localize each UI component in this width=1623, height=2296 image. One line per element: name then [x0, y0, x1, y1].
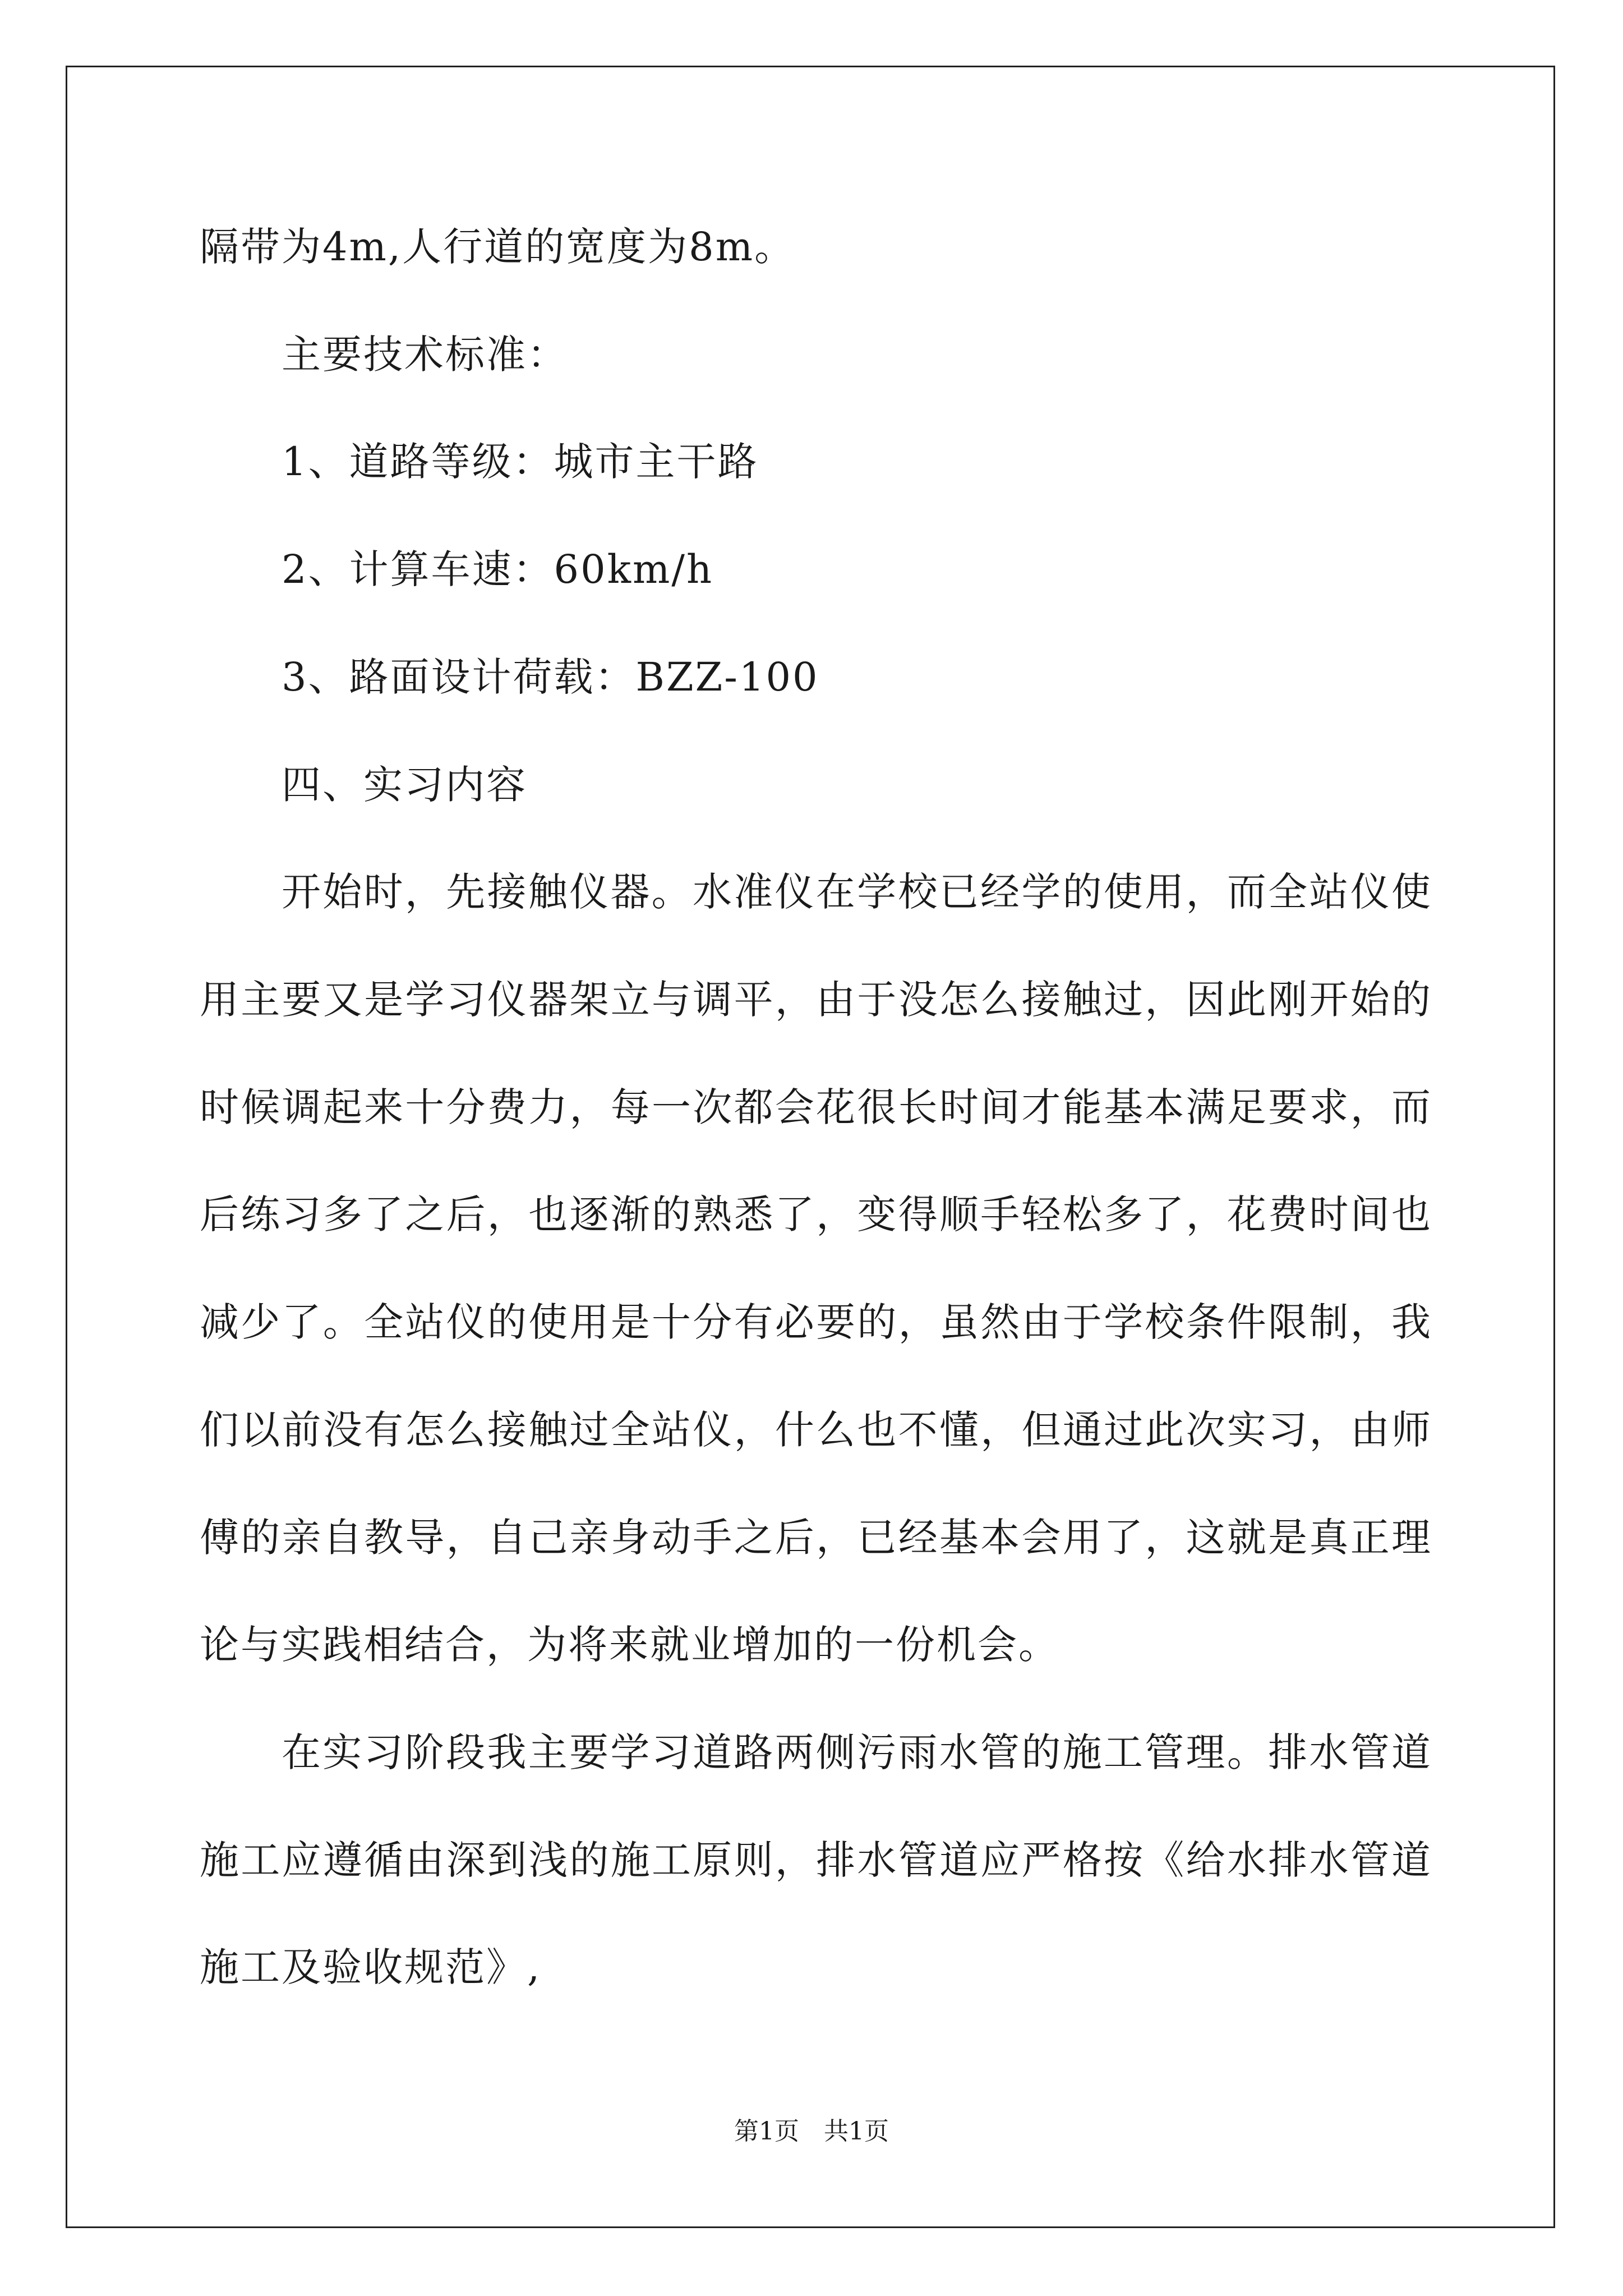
text-line: 傅的亲自教导，自己亲身动手之后，已经基本会用了，这就是真正理: [200, 1515, 1432, 1561]
page-footer: 第1页 共1页: [734, 2117, 889, 2146]
text-line: 用主要又是学习仪器架立与调平，由于没怎么接触过，因此刚开始的: [200, 977, 1432, 1023]
text-line: 1、道路等级：城市主干路: [282, 439, 759, 485]
section-heading: 四、实习内容: [282, 762, 527, 808]
text-line: 3、路面设计荷载：BZZ-100: [282, 654, 819, 700]
text-line: 主要技术标准：: [282, 332, 568, 378]
text-line: 隔带为4m,人行道的宽度为8m。: [200, 224, 796, 270]
text-line: 施工及验收规范》,: [200, 1944, 542, 1990]
text-line: 减少了。全站仪的使用是十分有必要的，虽然由于学校条件限制，我: [200, 1299, 1432, 1345]
text-line: 2、计算车速：60km/h: [282, 546, 714, 592]
text-line: 后练习多了之后，也逐渐的熟悉了，变得顺手轻松多了，花费时间也: [200, 1191, 1432, 1237]
text-line: 们以前没有怎么接触过全站仪，什么也不懂，但通过此次实习，由师: [200, 1407, 1432, 1453]
text-line: 施工应遵循由深到浅的施工原则，排水管道应严格按《给水排水管道: [200, 1837, 1432, 1883]
text-line: 时候调起来十分费力，每一次都会花很长时间才能基本满足要求，而: [200, 1084, 1432, 1130]
text-line: 论与实践相结合，为将来就业增加的一份机会。: [200, 1622, 1059, 1668]
text-line: 在实习阶段我主要学习道路两侧污雨水管的施工管理。排水管道: [282, 1729, 1432, 1775]
page-border: [66, 66, 1555, 2228]
text-line: 开始时，先接触仪器。水准仪在学校已经学的使用，而全站仪使: [282, 869, 1432, 915]
